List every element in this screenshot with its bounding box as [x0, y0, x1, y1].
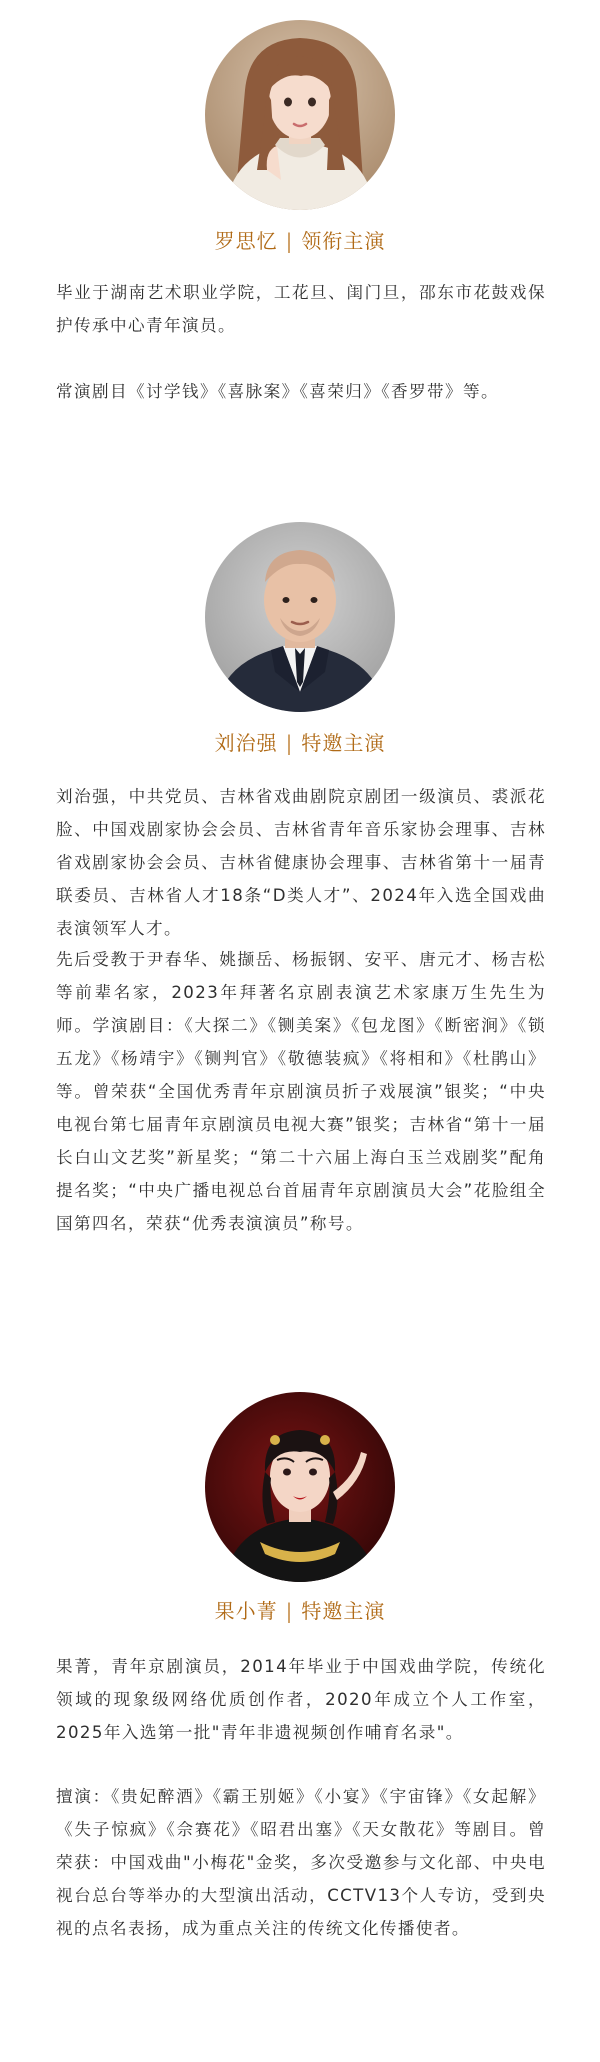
profile-role: 特邀主演	[301, 731, 386, 755]
portrait-woman-opera-red-icon	[205, 1392, 395, 1582]
portrait-man-suit-icon	[205, 522, 395, 712]
name-separator: |	[285, 1599, 294, 1623]
profile-name: 刘治强	[214, 731, 278, 755]
avatar	[205, 20, 395, 210]
profile-name-title	[0, 727, 600, 756]
bio-paragraph: 擅演：《贵妃醉酒》《霸王别姬》《小宴》《宇宙锋》《女起解》《失子惊疯》《佘赛花》《昭君出塞》《天女散花》等剧目。曾荣获：中国戏曲"小梅花"金奖，多次受邀参与文化部、中央电视台总台等举办的大型演出活动，CCTV13个人专访，受到央视的点名表扬，成为重点关注的传统文化传播使者。	[56, 1787, 546, 1938]
bio-paragraph: 先后受教于尹春华、姚撷岳、杨振钢、安平、唐元才、杨吉松等前辈名家，2023年拜著名京剧表演艺术家康万生先生为师。学演剧目：《大探二》《铡美案》《包龙图》《断密涧》《锁五龙》《杨靖宇》《铡判官》《敬德装疯》《将相和》《杜鹃山》等。曾荣获“全国优秀青年京剧演员折子戏展演”银奖；“中央电视台第七届青年京剧演员电视大赛”银奖；吉林省“第十一届长白山文艺奖”新星奖；“第二十六届上海白玉兰戏剧奖”配角提名奖；“中央广播电视总台首届青年京剧演员大会”花脸组全国第四名，荣获“优秀表演演员”称号。	[56, 950, 546, 1233]
portrait-woman-white-sweater-icon	[205, 20, 395, 210]
avatar	[205, 522, 395, 712]
bio-paragraph: 毕业于湖南艺术职业学院，工花旦、闺门旦，邵东市花鼓戏保护传承中心青年演员。	[56, 283, 546, 335]
profile-name-title	[0, 1595, 600, 1624]
name-separator: |	[285, 229, 294, 253]
profile-role: 特邀主演	[301, 1599, 386, 1623]
profile-name: 果小菁	[214, 1599, 278, 1623]
profile-name: 罗思忆	[214, 229, 278, 253]
bio-paragraph: 刘治强，中共党员、吉林省戏曲剧院京剧团一级演员、裘派花脸、中国戏剧家协会会员、吉林省青年音乐家协会理事、吉林省戏剧家协会会员、吉林省健康协会理事、吉林省第十一届青联委员、吉林省人才18条“D类人才”、2024年入选全国戏曲表演领军人才。	[56, 787, 546, 938]
profile-name-title	[0, 225, 600, 254]
bio-paragraph: 果菁，青年京剧演员，2014年毕业于中国戏曲学院，传统化领域的现象级网络优质创作者，2020年成立个人工作室，2025年入选第一批"青年非遗视频创作哺育名录"。	[56, 1657, 546, 1742]
profile-role: 领衔主演	[301, 229, 386, 253]
avatar	[205, 1392, 395, 1582]
name-separator: |	[285, 731, 294, 755]
bio-paragraph: 常演剧目《讨学钱》《喜脉案》《喜荣归》《香罗带》等。	[56, 382, 499, 401]
